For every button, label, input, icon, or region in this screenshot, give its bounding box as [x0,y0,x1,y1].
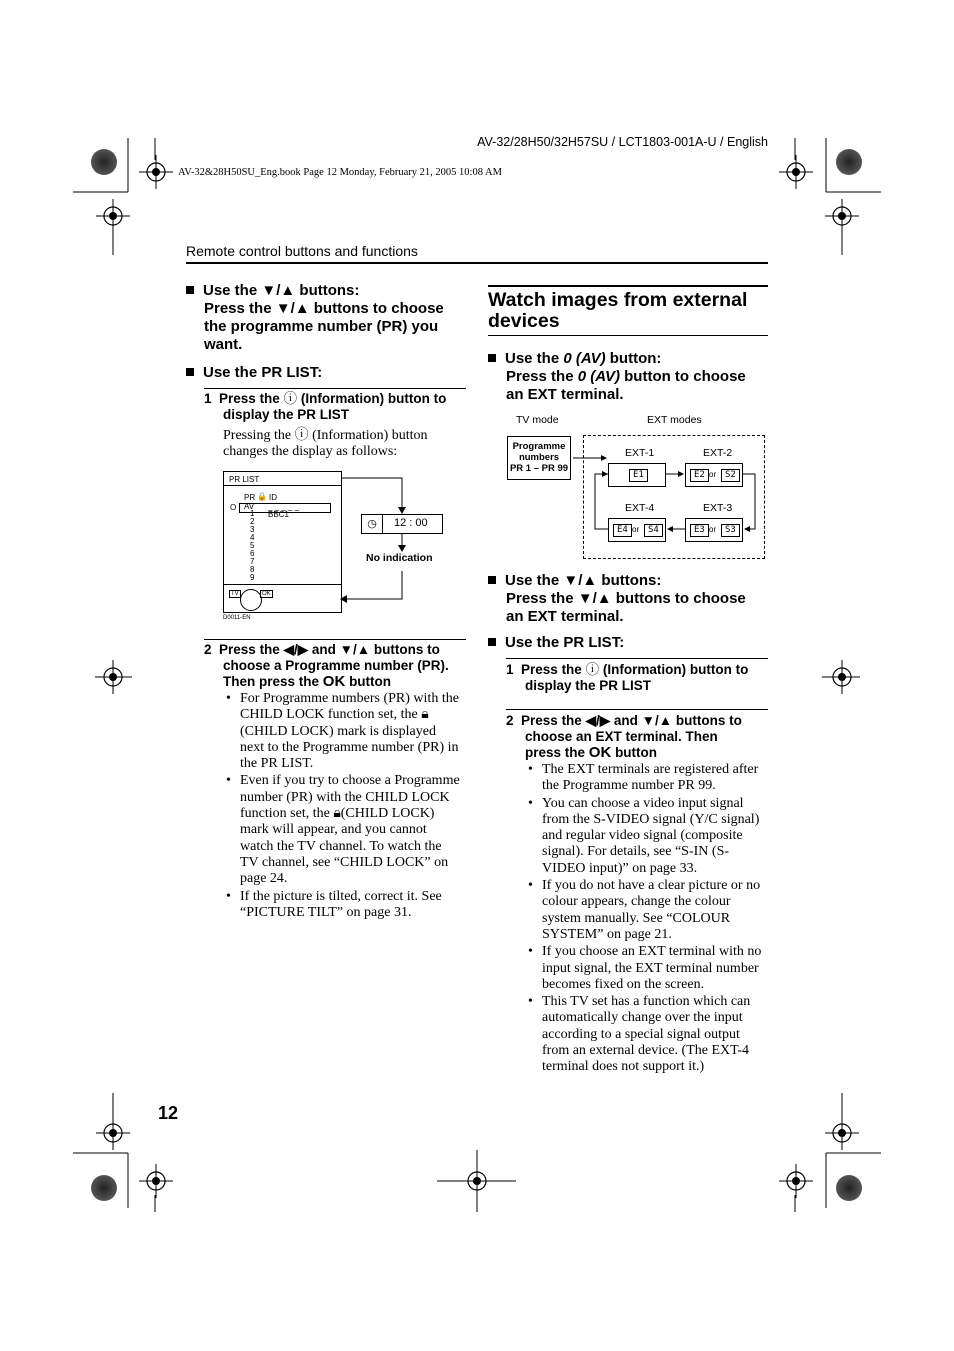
s3-indicator: S3 [721,524,740,537]
row-av: AV [244,502,255,511]
no-indication-label: No indication [366,552,433,564]
figure-code: D0011-EN [223,615,251,621]
left-bullets [224,691,474,921]
page-number: 12 [158,1103,179,1123]
ext-4-label: EXT-4 [625,502,655,514]
book-info-line: AV-32&28H50SU_Eng.book Page 12 Monday, February 21, 2005 10:08 AM [178,167,502,178]
right-title: Watch images from external devices [488,289,748,332]
left-right-icon: ◀/▶ [585,713,611,728]
or-label: or [709,470,717,479]
ok-key-label: OK [262,591,271,597]
s4-indicator: S4 [644,524,663,537]
pr-list-figure [223,471,468,626]
child-lock-icon: 🔒︎ [421,707,429,723]
tv-key-label: TV [231,591,239,597]
e3-indicator: E3 [690,524,709,537]
down-up-icon: ▼/▲ [275,300,310,317]
ext-3-label: EXT-3 [703,502,733,514]
down-up-icon: ▼/▲ [339,642,371,657]
down-up-icon: ▼/▲ [563,572,598,589]
info-icon: ⓘ [585,662,600,677]
ext-diagram [507,412,769,562]
e2-indicator: E2 [690,469,709,482]
clock-time: 12 : 00 [394,517,428,529]
bullet-item: • If the picture is tilted, correct it. See “PICTURE TILT” on page 31. [224,889,474,922]
or-label: or [709,525,717,534]
child-lock-icon: 🔒︎ [333,806,341,822]
left-step-2: 2 Press the ◀/▶ and ▼/▲ buttons to choose a Programme number (PR). Then press the OK button [204,642,449,690]
ok-key: OK [588,744,612,761]
header-rule [186,262,768,264]
s2-indicator: S2 [721,469,740,482]
e4-indicator: E4 [613,524,632,537]
right-heading-prlist: Use the PR LIST: [488,634,624,652]
square-bullet-icon [488,576,496,584]
divider [506,658,768,659]
left-heading-prlist: Use the PR LIST: [186,364,322,382]
clock-icon: ◷ [362,515,383,533]
ext-modes-label: EXT modes [647,414,702,426]
av-key: 0 (AV) [577,368,620,385]
row-bbc: BBC1 [268,510,289,519]
down-up-icon: ▼/▲ [641,713,673,728]
bullet-item: • If you do not have a clear picture or no colour appears, change the colour system manually. See “COLOUR SYSTEM” on page 21. [526,878,776,943]
square-bullet-icon [488,638,496,646]
right-step-1: 1 Press the ⓘ (Information) button to display the PR LIST [506,662,749,693]
cursor-icon: O [230,503,237,512]
programme-numbers-box: Programme numbers PR 1 – PR 99 [507,436,571,480]
col-pr: PR [244,493,256,502]
pr-list-title: PR LIST [229,475,260,484]
av-key: 0 (AV) [563,350,606,367]
col-id: ID [269,493,277,502]
left-heading-updown: Use the ▼/▲ buttons: Press the ▼/▲ buttons to choose the programme number (PR) you want. [186,282,476,354]
down-up-icon: ▼/▲ [577,590,612,607]
bullet-item: • If you choose an EXT terminal with no input signal, the EXT terminal number becomes fixed on the screen. [526,944,776,993]
lock-icon: 🔒 [257,492,267,501]
info-icon: ⓘ [294,428,309,443]
bullet-item: • For Programme numbers (PR) with the CHILD LOCK function set, the 🔒︎ (CHILD LOCK) mark is displayed next to the Programme number (PR) in the PR LIST. [224,691,474,772]
right-step-2: 2 Press the ◀/▶ and ▼/▲ buttons to choose an EXT terminal. Then press the OK button [506,713,742,761]
bullet-item: • Even if you try to choose a Programme number (PR) with the CHILD LOCK function set, the 🔒︎(CHILD LOCK) mark will appear, and you cannot watch the TV channel. To watch the TV channel, see “CHILD LOCK” on page 24. [224,773,474,887]
divider [204,639,466,640]
ok-key: OK [322,673,346,690]
section-title: Remote control buttons and functions [186,243,418,259]
square-bullet-icon [186,286,194,294]
e1-indicator: E1 [629,469,648,482]
model-header: AV-32/28H50/32H57SU / LCT1803-001A-U / English [477,135,768,149]
tv-mode-label: TV mode [516,414,559,426]
divider [204,388,466,389]
ext-flow-arrows [507,412,769,562]
square-bullet-icon [186,368,194,376]
right-bullets [526,762,776,1076]
row-dash: _ _ _ _ _ [268,502,300,511]
left-right-icon: ◀/▶ [283,642,309,657]
bullet-item: • This TV set has a function which can automatically change over the input according to a special signal output from an external device. (The EXT-4 terminal does not support it.) [526,994,776,1075]
bullet-item: • The EXT terminals are registered after the Programme number PR 99. [526,762,776,795]
divider [488,285,768,287]
left-step-1-body: Pressing the ⓘ (Information) button changes the display as follows: [223,428,428,460]
right-heading-updown: Use the ▼/▲ buttons: Press the ▼/▲ buttons to choose an EXT terminal. [488,572,773,626]
divider [488,335,768,336]
left-step-1: 1 Press the ⓘ (Information) button to display the PR LIST [204,391,447,422]
cycle-arrows [223,471,468,626]
right-heading-av: Use the 0 (AV) button: Press the 0 (AV) button to choose an EXT terminal. [488,350,773,404]
or-label: or [632,525,640,534]
bullet-item: • You can choose a video input signal from the S-VIDEO signal (Y/C signal) and regular video signal (composite signal). For details, see “S-IN (S- VIDEO input)” on page 33. [526,796,776,877]
ext-1-label: EXT-1 [625,447,655,459]
divider [506,709,768,710]
info-icon: ⓘ [283,391,298,406]
square-bullet-icon [488,354,496,362]
ext-2-label: EXT-2 [703,447,733,459]
pr-num-list: 1 2 3 4 5 6 7 8 9 [250,509,255,582]
down-up-icon: ▼/▲ [261,282,296,299]
